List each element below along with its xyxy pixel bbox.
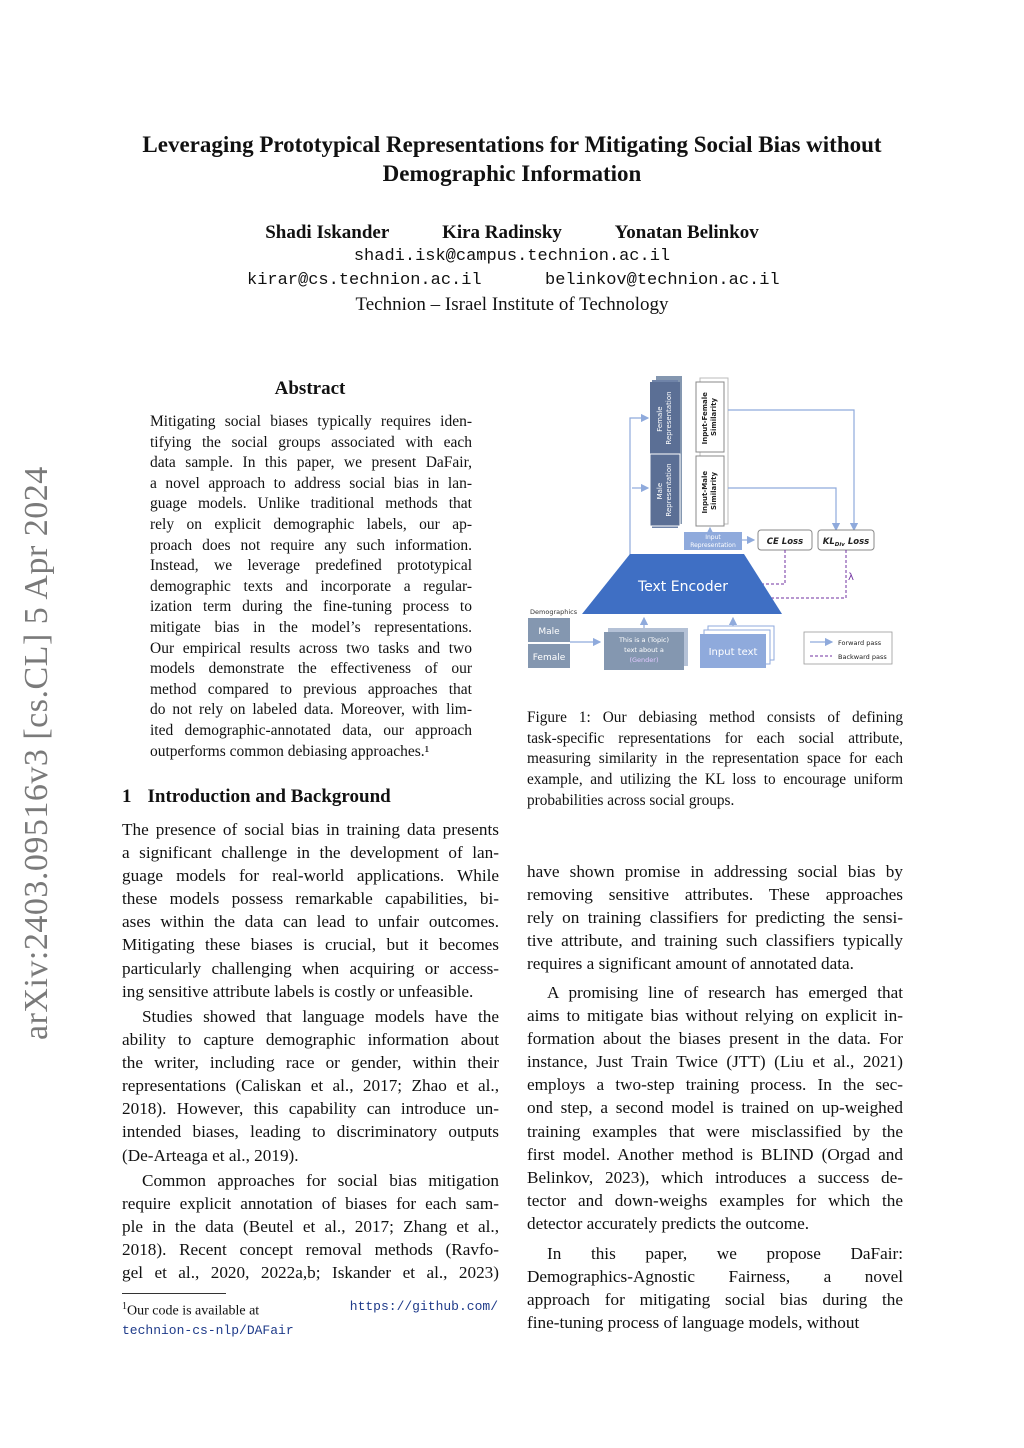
text-line-with-citation: instance, Just Train Twice (JTT) (Liu et al., 2021) [527,1052,903,1072]
intro-right-paragraph-3 [527,1242,903,1334]
text-line-with-citation: (De-Arteaga et al., 2019). [122,1145,299,1165]
text-line-with-citation: first model. Another method is BLIND (Orgad and [527,1144,903,1164]
male-demographic-label: Male [538,627,560,637]
sim-male-label [701,468,718,513]
text-line: Mitigating these biases is crucial, but it becomes [122,935,499,955]
footnote-marker: 1 [122,1301,127,1312]
abstract-line: rely on explicit demographic labels, our ap- [150,515,472,533]
input-rep-label-1: Input [705,534,721,541]
text-line: ases within the data can lead to unfair outcomes. [122,912,499,932]
abstract-line: Our empirical results across two tasks and two [150,639,472,657]
section-number: 1 [122,786,132,807]
text-encoder-label: Text Encoder [637,579,729,595]
intro-right-paragraph-1 [527,860,903,975]
lambda-symbol: λ [848,572,854,583]
text-line: employs a two-step training process. In the sec- [527,1075,903,1095]
kl-text: KL [822,537,835,547]
affiliation: Technion – Israel Institute of Technology [355,294,669,315]
text-line: a significant challenge in the development of lan- [122,843,499,863]
male-sim-to-kl-arrow [728,488,836,530]
intro-paragraph-1 [122,818,499,1003]
text-line-with-citation: gel et al., 2020, 2022a,b; Iskander et al., 2023) [122,1263,499,1283]
text-line: formation about the biases present in the data. For [527,1029,903,1049]
text-line: Common approaches for social bias mitigation [142,1171,499,1190]
kl-backward-path [760,550,846,598]
legend-forward-label: Forward pass [838,639,882,647]
text-line: particularly challenging when acquiring or access- [122,958,499,978]
text-line: fine-tuning process of language models, without [527,1313,860,1333]
text-line: intended biases, leading to discriminatory outputs [122,1122,499,1142]
caption-line: task-specific representations for each social attribute, [527,729,903,747]
text-line: require explicit annotation of biases for each sam- [122,1194,499,1214]
abstract-line: data sample. In this paper, we present DaFair, [150,454,472,472]
figure-caption [527,708,903,812]
abstract-line: tifying the social groups associated with each [150,433,472,451]
ce-loss-label: CE Loss [766,537,804,547]
text-line: ability to capture demographic information about [122,1030,499,1050]
section-title: Introduction and Background [147,786,391,807]
text-line: ond step, a second model is trained on up-weighed [527,1098,903,1118]
template-line-3: (Gender) [629,656,659,664]
text-line-with-citation: representations (Caliskan et al., 2017; Zhao et al., [122,1076,499,1096]
input-text-label: Input text [708,647,758,658]
text-line: 2018). However, this capability can introduce un- [122,1099,499,1119]
legend-backward-label: Backward pass [838,653,887,661]
demographics-label: Demographics [530,608,578,616]
text-line: ing sensitive attribute labels is costly or unfeasible. [122,981,474,1001]
text-line: these models possess remarkable capabilities, bi- [122,889,499,909]
abstract-line: mitigate bias in the model’s representations. [150,618,472,636]
text-line: the writer, including race or gender, within their [122,1053,499,1073]
author-3: Yonatan Belinkov [614,222,759,243]
abstract-line: method compared to previous approaches that [150,680,472,698]
text-line: Studies showed that language models have the [142,1007,499,1026]
female-sim-to-kl-arrow [728,410,854,530]
text-line: requires a significant amount of annotated data. [527,954,854,974]
input-rep-label-2: Representation [690,542,736,549]
email-2: kirar@cs.technion.ac.il [247,271,482,290]
text-line-with-citation: Belinkov, 2023), which introduces a success de- [527,1167,903,1187]
kl-loss-suffix: Loss [847,537,870,547]
text-line: tive attribute, and training such classifiers typically [527,931,903,951]
figure-1-diagram [520,370,910,670]
intro-paragraph-3 [122,1169,499,1284]
arxiv-identifier: arXiv:2403.09516v3 [cs.CL] 5 Apr 2024 [18,466,55,1040]
text-line: have shown promise in addressing social bias by [527,862,903,881]
female-rep-label-2: Representation [665,391,673,445]
title-line-2: Demographic Information [382,161,642,186]
abstract-line: Mitigating social biases typically requires iden- [150,413,472,430]
paper-title [100,130,924,188]
template-line-1: This is a (Topic) [618,636,670,644]
male-rep-label-2: Representation [665,463,673,517]
footnote-rule [122,1293,226,1294]
section-heading [122,786,391,808]
abstract-line: Instead, we leverage predefined prototypical [150,557,472,575]
footnote [122,1297,500,1340]
title-line-1: Leveraging Prototypical Representations for Mitigating Social Bias without [142,132,882,157]
female-demographic-label: Female [532,653,566,663]
template-line-2: text about a [624,646,664,654]
intro-right-paragraph-2 [527,981,903,1235]
sim-male-label-1: Input-Male [701,470,709,514]
text-line: Demographics-Agnostic Fairness, a novel [527,1267,903,1287]
female-rep-label-1: Female [656,406,664,432]
abstract-line: ited demographic-annotated data, our approach [150,721,472,739]
text-line: removing sensitive attributes. These approaches [527,885,903,905]
abstract-body [150,412,472,762]
abstract-line: models demonstrate the effectiveness of our [150,660,472,678]
text-line: In this paper, we propose DaFair: [547,1244,903,1263]
text-line-with-citation: 2018). Recent concept removal methods (Ravfo- [122,1240,499,1260]
caption-line: Figure 1: Our debiasing method consists of defining [527,709,903,726]
footnote-text: Our code is available at [127,1303,260,1319]
abstract-heading: Abstract [274,378,346,399]
author-1: Shadi Iskander [265,222,390,243]
text-line: tector and down-weighs examples for which the [527,1190,903,1210]
abstract-line: ization term during the fine-tuning process to [150,598,472,616]
male-rep-label-1: Male [656,482,664,500]
abstract-line: outperforms common debiasing approaches.¹ [150,742,430,760]
sim-female-label-2: Similarity [710,397,718,437]
abstract-line: a novel approach to address social bias in lan- [150,474,472,492]
sim-male-label-2: Similarity [710,471,718,511]
caption-line: example, and utilizing the KL loss to encourage uniform [527,771,903,789]
email-1: shadi.isk@campus.technion.ac.il [353,247,671,266]
abstract-line: demographic texts and incorporate a regular- [150,577,472,595]
caption-line: probabilities across social groups. [527,791,735,809]
kl-subscript: Div [834,542,845,548]
abstract-line: proach does not require any such information. [150,536,472,554]
text-line: approach for mitigating social bias during the [527,1290,903,1310]
ce-backward-path [760,550,785,584]
author-2: Kira Radinsky [442,222,562,243]
text-line: rely on training classifiers for predicting the sensi- [527,908,903,928]
text-line: The presence of social bias in training data presents [122,820,499,839]
email-3: belinkov@technion.ac.il [545,271,780,290]
abstract-line: do not rely on labeled data. Moreover, with lim- [150,701,472,719]
intro-paragraph-2 [122,1005,499,1167]
text-line: detector accurately predicts the outcome. [527,1213,810,1233]
text-line: training examples that were misclassified by the [527,1121,903,1141]
sim-female-label-1: Input-Female [701,392,709,445]
code-link[interactable]: https://github.com/ [349,1299,498,1314]
text-line-with-citation: ple in the data (Beutel et al., 2017; Zhang et al., [122,1217,499,1237]
author-list [100,222,924,244]
text-line: A promising line of research has emerged that [547,983,903,1002]
caption-line: measuring similarity in the representation space for each [527,750,903,768]
code-link-continued[interactable]: technion-cs-nlp/DAFair [122,1322,294,1338]
abstract-line: guage models. Unlike traditional methods that [150,495,472,513]
text-line: guage models for real-world applications. While [122,866,499,886]
text-line: aims to mitigate bias without relying on explicit in- [527,1006,903,1026]
